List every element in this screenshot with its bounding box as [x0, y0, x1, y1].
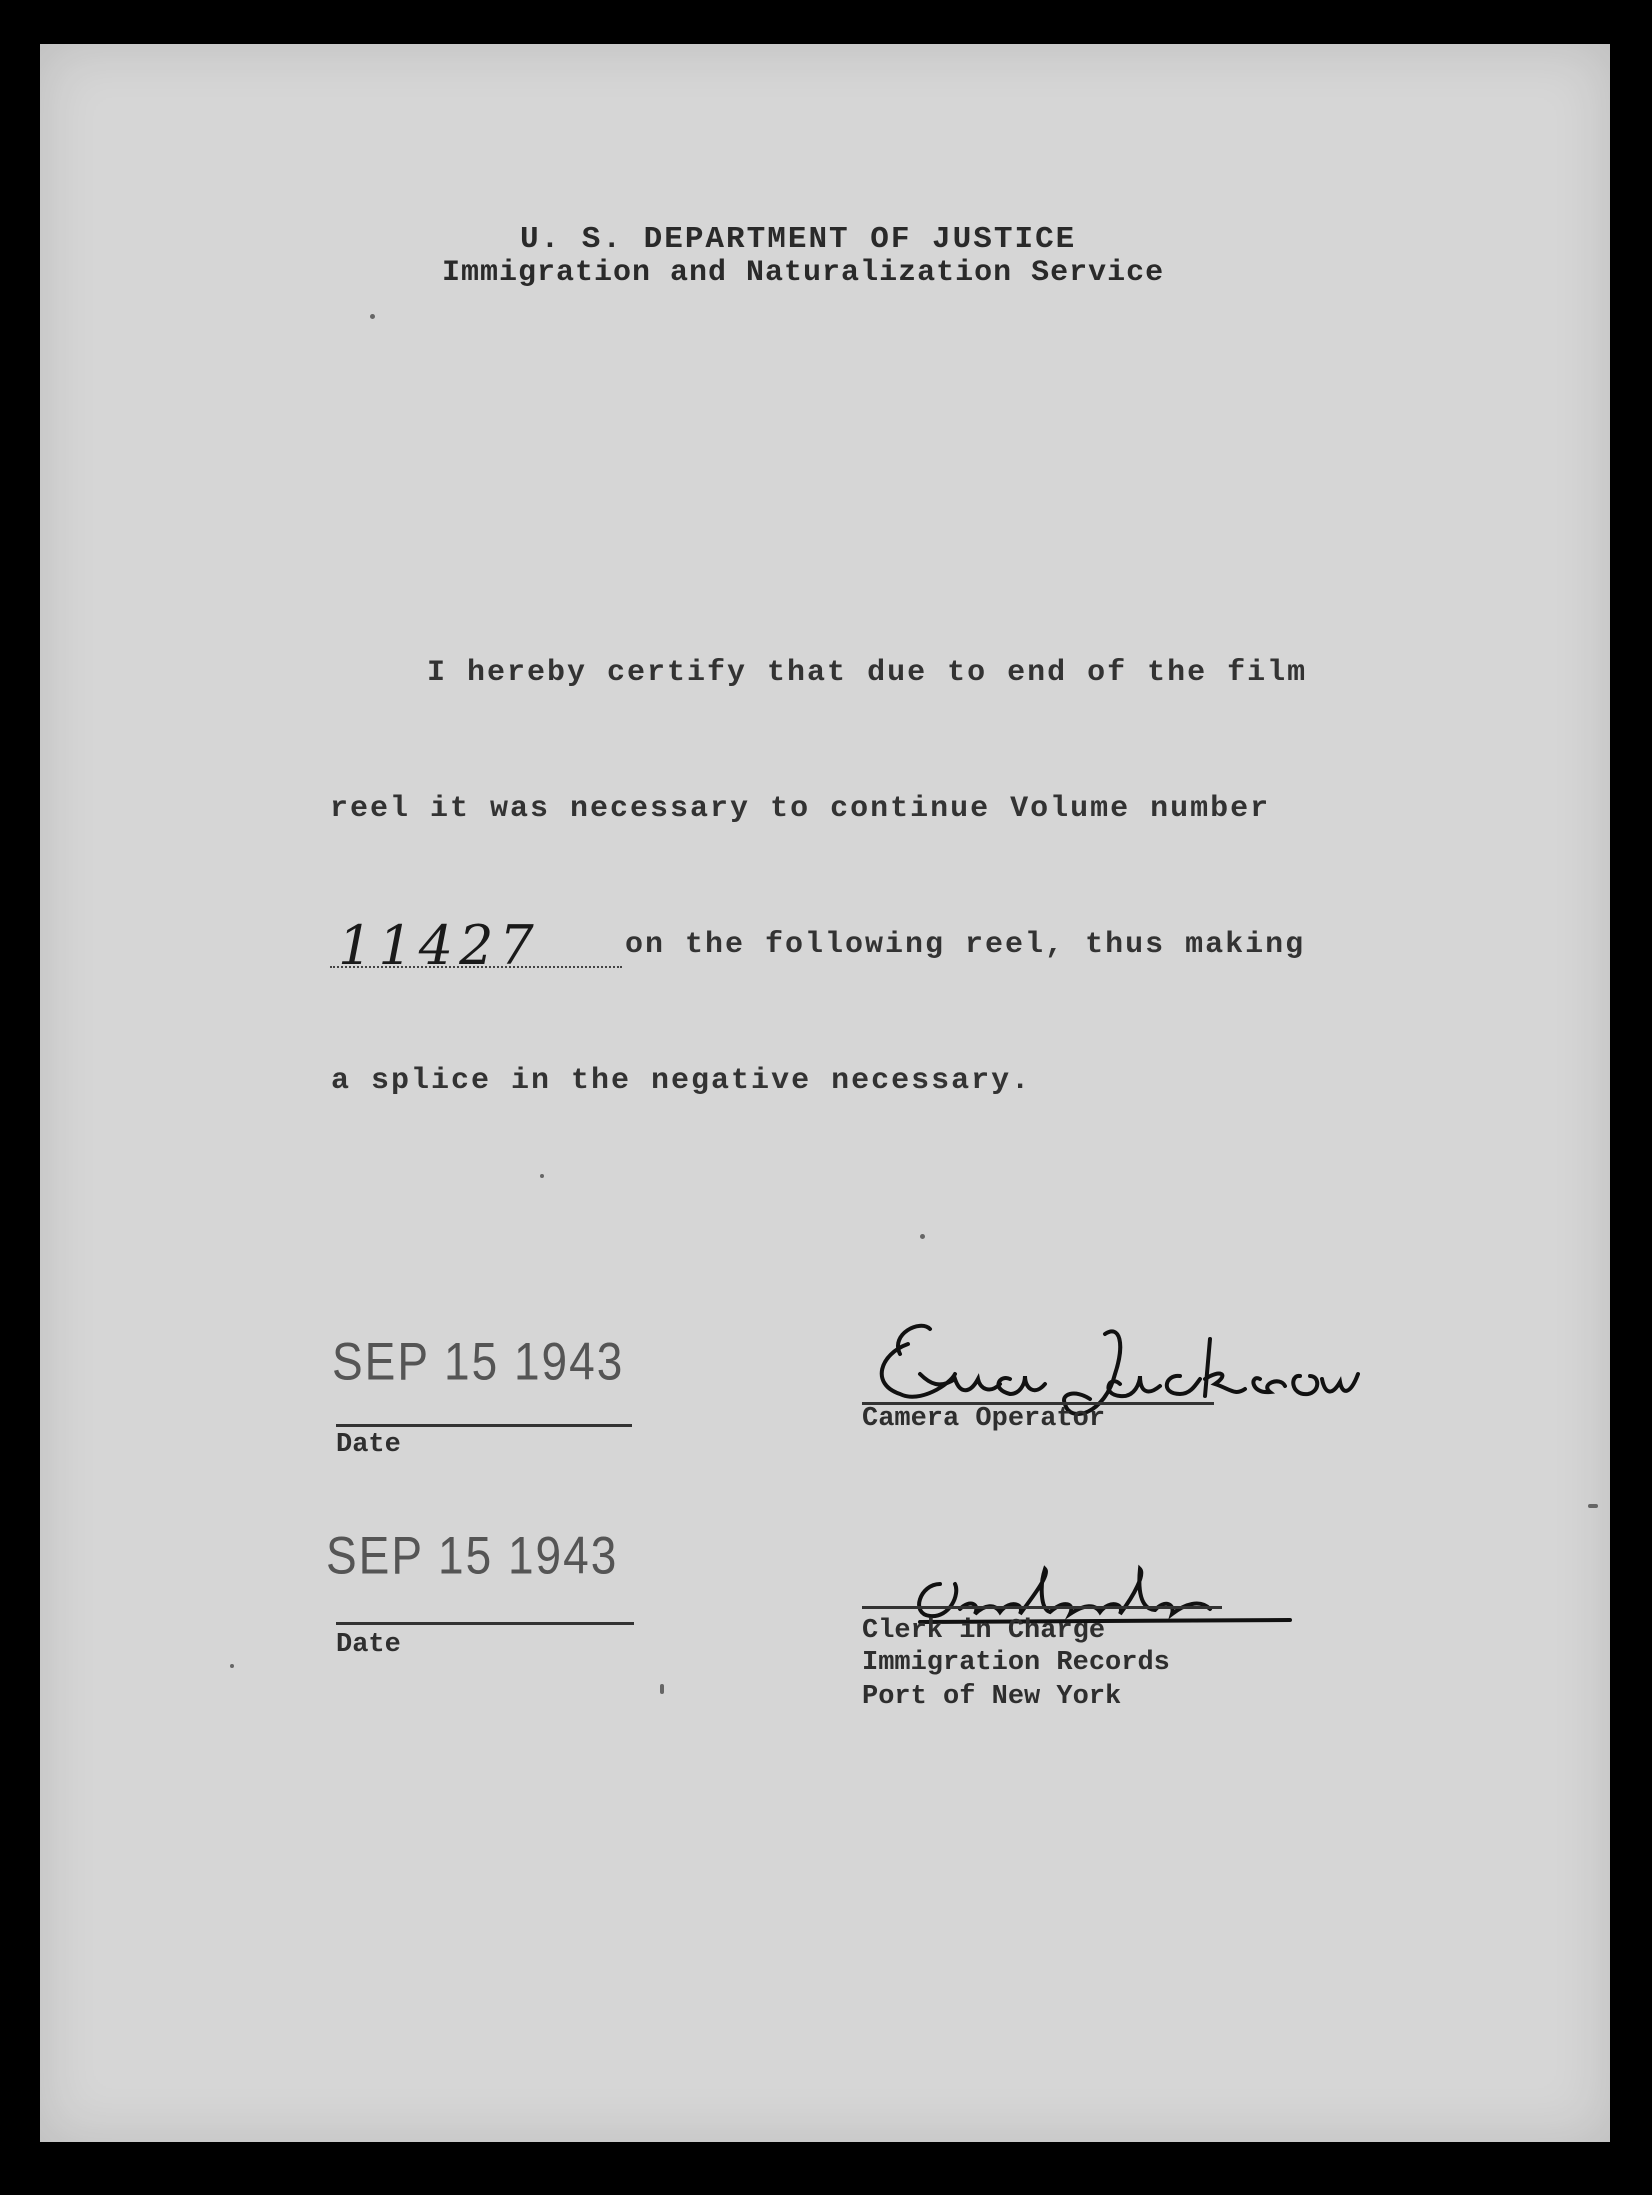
certify-line-1: I hereby certify that due to end of the film [427, 656, 1308, 690]
certify-line-2: reel it was necessary to continue Volume number [330, 792, 1271, 826]
date-rule-2 [336, 1622, 634, 1625]
date-stamp-2: SEP 15 1943 [326, 1525, 619, 1585]
date-label-1: Date [336, 1430, 401, 1460]
certify-line-4: a splice in the negative necessary. [331, 1064, 1032, 1098]
paper-speck [660, 1684, 664, 1694]
paper-speck [230, 1664, 234, 1668]
paper-speck [1588, 1504, 1598, 1508]
clerk-label-1: Clerk in Charge [862, 1616, 1106, 1646]
date-stamp-1: SEP 15 1943 [332, 1331, 625, 1391]
certify-line-3: on the following reel, thus making [625, 928, 1306, 962]
date-label-2: Date [336, 1630, 401, 1660]
date-rule-1 [336, 1424, 632, 1427]
department-heading: U. S. DEPARTMENT OF JUSTICE [520, 222, 1077, 257]
clerk-label-2: Immigration Records [862, 1648, 1170, 1678]
clerk-label-3: Port of New York [862, 1682, 1122, 1712]
volume-number-underline [330, 966, 622, 968]
paper-speck [920, 1234, 925, 1239]
paper-speck [540, 1174, 544, 1178]
volume-number-handwritten: 11427 [338, 914, 540, 977]
service-heading: Immigration and Naturalization Service [442, 256, 1165, 290]
camera-operator-label: Camera Operator [862, 1404, 1106, 1434]
clerk-rule [862, 1606, 1222, 1609]
document-page [40, 44, 1610, 2142]
paper-speck [370, 314, 375, 319]
